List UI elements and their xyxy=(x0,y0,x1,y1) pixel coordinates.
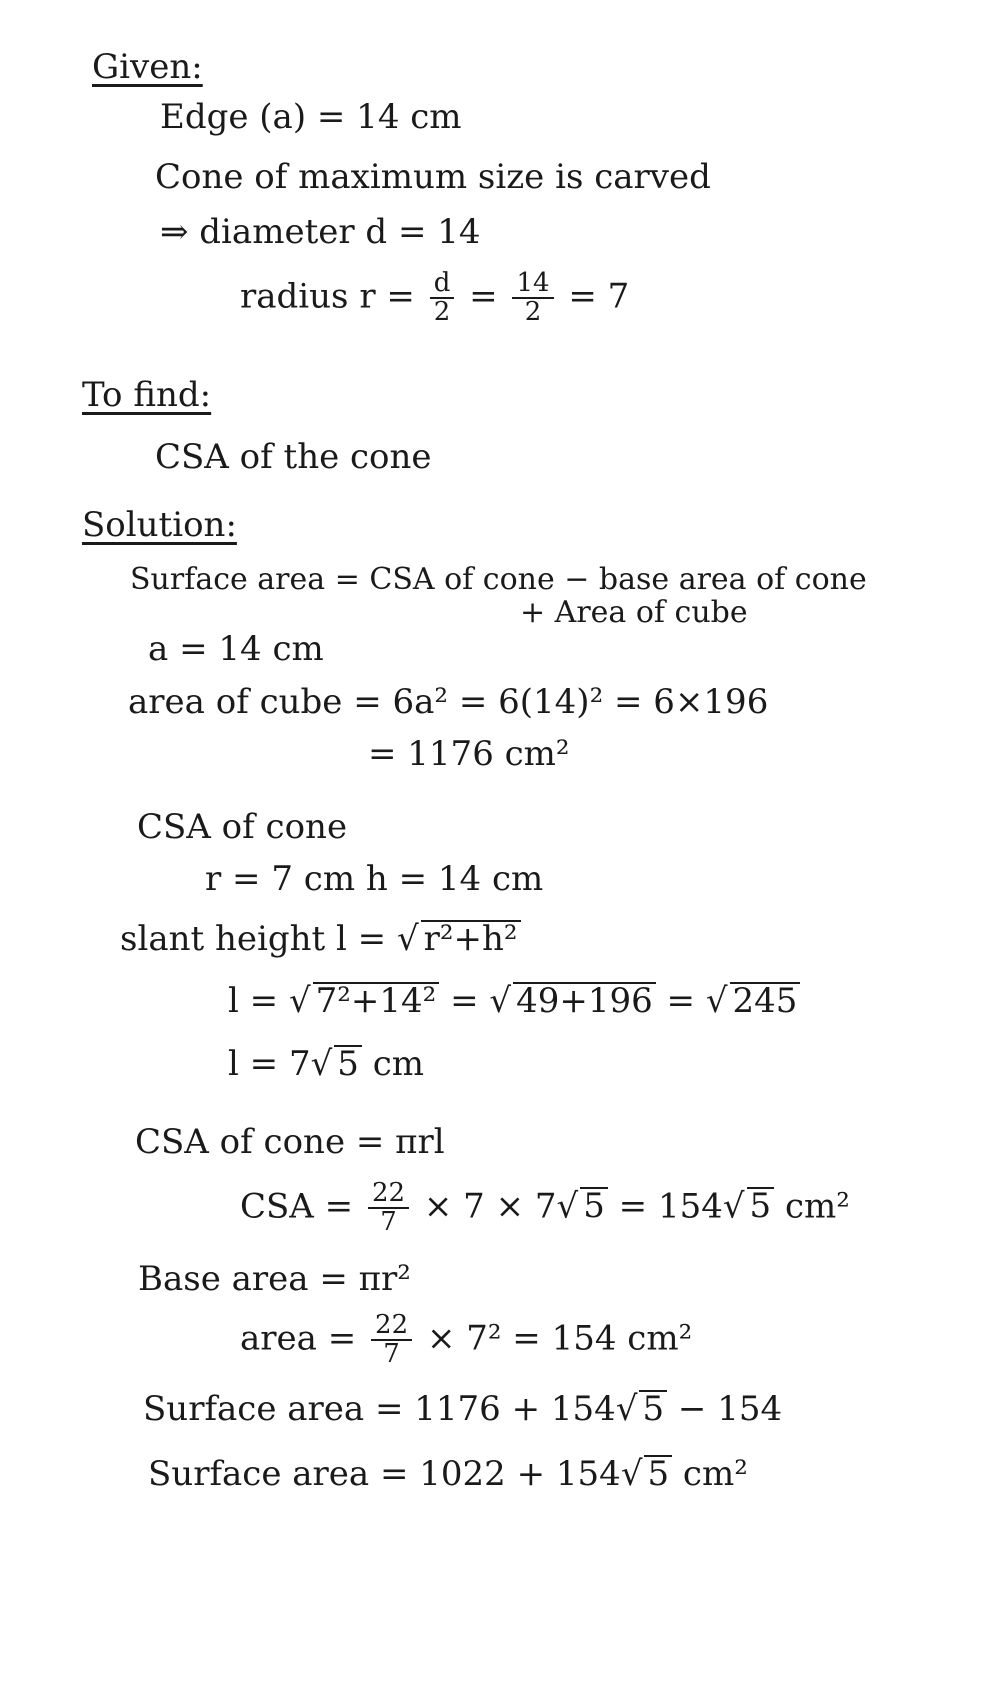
base-calc-rest: × 7² = 154 cm² xyxy=(426,1318,693,1359)
csa-calc-prefix: CSA = xyxy=(240,1186,364,1227)
slant-height-prefix: slant height l = xyxy=(120,919,397,959)
cube-area-line1: area of cube = 6a² = 6(14)² = 6×196 xyxy=(128,682,769,722)
sqrt-symbol: √ xyxy=(310,1044,333,1084)
base-area-calculation xyxy=(240,1312,692,1369)
sqrt-symbol: √ xyxy=(722,1186,745,1227)
fraction-numerator: 22 xyxy=(368,1180,409,1209)
csa-fraction-22-over-7 xyxy=(368,1180,409,1237)
equals-2: = xyxy=(655,981,706,1021)
slant-height-formula xyxy=(120,919,521,959)
sqrt-symbol: √ xyxy=(396,919,419,959)
surface-calc-radicand: 5 xyxy=(639,1390,667,1426)
l-result-prefix: l = 7 xyxy=(228,1044,311,1084)
surface-area-final xyxy=(148,1454,748,1494)
final-radicand: 5 xyxy=(644,1455,672,1491)
given-radius xyxy=(240,270,629,327)
radicand-1: 7²+14² xyxy=(313,982,440,1018)
radius-prefix: radius r = xyxy=(240,276,415,317)
solution-heading: Solution: xyxy=(82,505,237,545)
base-calc-prefix: area = xyxy=(240,1318,368,1359)
csa-calc-unit: cm² xyxy=(774,1186,850,1227)
sqrt-symbol: √ xyxy=(556,1186,579,1227)
given-cone-line: Cone of maximum size is carved xyxy=(155,157,711,197)
surface-calc-rest: − 154 xyxy=(667,1389,783,1429)
radius-equals: = xyxy=(469,276,498,317)
l-prefix: l = xyxy=(228,981,289,1021)
csa-heading: CSA of cone xyxy=(137,807,348,847)
slant-height-radicand: r²+h² xyxy=(421,920,521,956)
csa-calculation xyxy=(240,1180,850,1237)
csa-calc-mid: × 7 × 7 xyxy=(423,1186,557,1227)
radius-fraction-14-over-2 xyxy=(512,270,553,327)
radius-height-values: r = 7 cm h = 14 cm xyxy=(205,859,544,899)
slant-height-calculation xyxy=(228,981,800,1021)
radius-fraction-d-over-2 xyxy=(430,270,455,327)
sqrt-symbol: √ xyxy=(489,981,512,1021)
fraction-denominator: 2 xyxy=(524,297,542,328)
cube-edge-value: a = 14 cm xyxy=(148,629,324,669)
csa-formula: CSA of cone = πrl xyxy=(135,1122,445,1162)
fraction-numerator: d xyxy=(430,270,455,299)
cube-area-line2: = 1176 cm² xyxy=(368,734,570,774)
fraction-denominator: 2 xyxy=(433,297,451,328)
final-prefix: Surface area = 1022 + 154 xyxy=(148,1454,621,1494)
to-find-heading: To find: xyxy=(82,375,212,415)
surface-area-calculation xyxy=(143,1389,783,1429)
final-unit: cm² xyxy=(672,1454,748,1494)
csa-calc-equals: = 154 xyxy=(607,1186,723,1227)
sqrt-symbol: √ xyxy=(705,981,728,1021)
surface-formula-line2: + Area of cube xyxy=(520,595,748,630)
to-find-target: CSA of the cone xyxy=(155,437,432,477)
base-fraction-22-over-7 xyxy=(371,1312,412,1369)
l-result-radicand: 5 xyxy=(334,1045,362,1081)
surface-calc-prefix: Surface area = 1176 + 154 xyxy=(143,1389,616,1429)
sqrt-symbol: √ xyxy=(615,1389,638,1429)
sqrt-symbol: √ xyxy=(620,1454,643,1494)
given-diameter: ⇒ diameter d = 14 xyxy=(160,212,481,252)
l-result-unit: cm xyxy=(361,1044,425,1084)
fraction-numerator: 14 xyxy=(512,270,553,299)
radicand-2: 49+196 xyxy=(513,982,656,1018)
slant-height-result xyxy=(228,1044,425,1084)
given-heading: Given: xyxy=(92,47,203,87)
fraction-denominator: 7 xyxy=(383,1339,400,1370)
fraction-denominator: 7 xyxy=(380,1207,397,1238)
radicand-3: 245 xyxy=(730,982,801,1018)
csa-calc-radicand: 5 xyxy=(580,1187,608,1223)
csa-calc-radicand-2: 5 xyxy=(747,1187,775,1223)
fraction-numerator: 22 xyxy=(371,1312,412,1341)
sqrt-symbol: √ xyxy=(288,981,311,1021)
base-area-formula: Base area = πr² xyxy=(138,1259,411,1299)
surface-formula-line1: Surface area = CSA of cone − base area of cone xyxy=(130,562,867,597)
radius-result: = 7 xyxy=(568,276,630,317)
equals-1: = xyxy=(439,981,490,1021)
given-edge: Edge (a) = 14 cm xyxy=(160,97,462,137)
